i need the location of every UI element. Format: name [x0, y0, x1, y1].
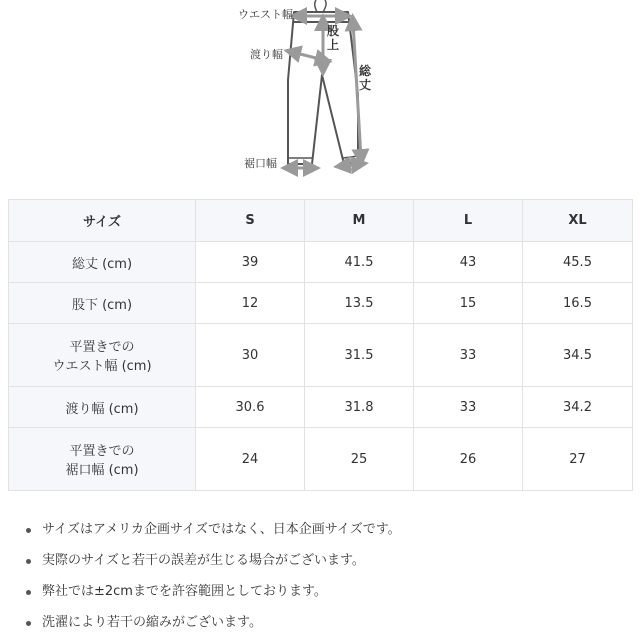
table-cell: 25: [305, 428, 414, 491]
drawstring: [315, 0, 326, 12]
row-label-line: ウエスト幅 (cm): [52, 359, 152, 374]
table-cell: 13.5: [305, 283, 414, 324]
table-cell: 34.5: [523, 324, 633, 387]
header-xl: XL: [523, 200, 633, 242]
table-cell: 31.8: [305, 387, 414, 428]
header-size: サイズ: [9, 200, 196, 242]
header-s: S: [196, 200, 305, 242]
header-l: L: [414, 200, 523, 242]
note-item: サイズはアメリカ企画サイズではなく、日本企画サイズです。: [22, 517, 401, 548]
note-item: 実際のサイズと若干の誤差が生じる場合がございます。: [22, 548, 401, 579]
length-label-char: 総: [358, 64, 371, 78]
header-m: M: [305, 200, 414, 242]
rise-label-char: 股: [326, 24, 339, 38]
row-label-hem: [9, 428, 196, 491]
table-row: [9, 242, 633, 283]
table-cell: 26: [414, 428, 523, 491]
row-label-inseam: 股下 (cm): [9, 283, 196, 324]
row-label-total-length: 総丈 (cm): [9, 242, 196, 283]
table-row: [9, 387, 633, 428]
table-cell: 45.5: [523, 242, 633, 283]
right-hem-arrow: [342, 164, 360, 166]
table-cell: 30.6: [196, 387, 305, 428]
length-label: [358, 64, 372, 92]
hem-label: 裾口幅: [244, 157, 277, 170]
table-cell: 16.5: [523, 283, 633, 324]
waist-label: ウエスト幅: [238, 8, 293, 21]
rise-label: [326, 24, 340, 52]
thigh-label: 渡り幅: [250, 48, 283, 61]
table-row: [9, 324, 633, 387]
table-cell: 24: [196, 428, 305, 491]
length-label-char: 丈: [358, 78, 371, 92]
notes-list: [22, 517, 401, 641]
table-cell: 33: [414, 324, 523, 387]
table-header-row: [9, 200, 633, 242]
row-label-line: 平置きでの: [69, 444, 135, 459]
table-cell: 27: [523, 428, 633, 491]
table-cell: 39: [196, 242, 305, 283]
rise-label-char: 上: [326, 38, 339, 52]
table-cell: 34.2: [523, 387, 633, 428]
table-row: [9, 283, 633, 324]
row-label-waist: [9, 324, 196, 387]
size-table: [8, 199, 633, 491]
note-item: 弊社では±2cmまでを許容範囲としております。: [22, 579, 401, 610]
table-cell: 30: [196, 324, 305, 387]
row-label-thigh: 渡り幅 (cm): [9, 387, 196, 428]
table-cell: 12: [196, 283, 305, 324]
table-cell: 43: [414, 242, 523, 283]
size-diagram: [230, 0, 390, 180]
row-label-line: 平置きでの: [69, 340, 135, 355]
table-cell: 15: [414, 283, 523, 324]
table-row: [9, 428, 633, 491]
table-cell: 33: [414, 387, 523, 428]
table-cell: 41.5: [305, 242, 414, 283]
row-label-line: 裾口幅 (cm): [65, 463, 139, 478]
table-cell: 31.5: [305, 324, 414, 387]
note-item: 洗濯により若干の縮みがございます。: [22, 610, 401, 641]
